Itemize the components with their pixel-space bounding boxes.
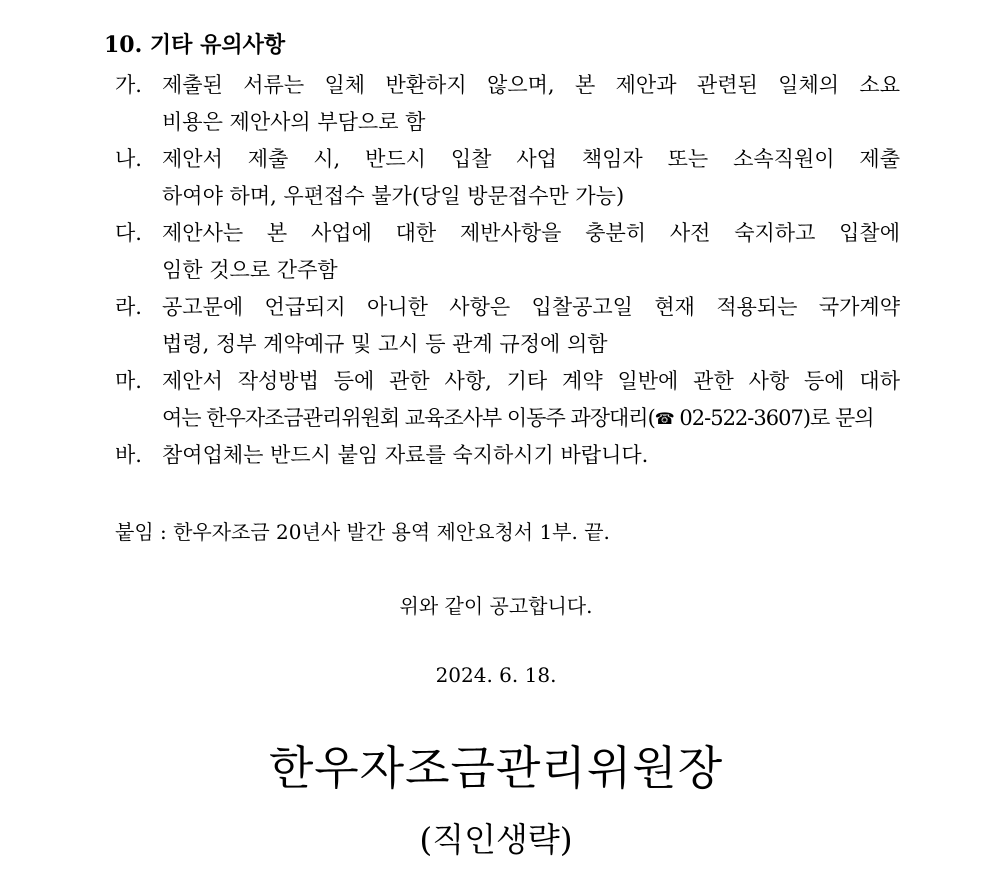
item-line-tail: )로 문의 — [802, 406, 874, 430]
telephone-icon: ☎ — [654, 409, 674, 428]
item-marker: 나. — [115, 147, 142, 171]
item-marker: 다. — [115, 221, 142, 245]
item-marker: 라. — [115, 295, 142, 319]
issuer-title: 한우자조금관리위원장 — [268, 741, 724, 795]
item-line: 법령, 정부 계약예규 및 고시 등 관계 규정에 의함 — [162, 332, 608, 356]
list-item-ma — [115, 363, 900, 437]
section-heading: 10. 기타 유의사항 — [104, 32, 286, 58]
seal-omitted-note: (직인생략) — [419, 820, 573, 859]
item-line: 참여업체는 반드시 붙임 자료를 숙지하시기 바랍니다. — [162, 443, 649, 467]
item-marker: 가. — [115, 73, 142, 97]
item-line: 제안서 제출 시, 반드시 입찰 사업 책임자 또는 소속직원이 제출 — [162, 147, 900, 171]
item-line: 제안서 작성방법 등에 관한 사항, 기타 계약 일반에 관한 사항 등에 대하 — [162, 369, 900, 393]
list-item-ra — [115, 289, 900, 363]
item-marker: 마. — [115, 369, 142, 393]
item-line: 비용은 제안사의 부담으로 함 — [162, 110, 426, 134]
item-line: 공고문에 언급되지 아니한 사항은 입찰공고일 현재 적용되는 국가계약 — [162, 295, 900, 319]
list-item-ga — [115, 67, 900, 141]
item-marker: 바. — [115, 443, 142, 467]
list-item-da — [115, 215, 900, 289]
announcement-date: 2024. 6. 18. — [435, 663, 557, 687]
item-line: 하여야 하며, 우편접수 불가(당일 방문접수만 가능) — [162, 184, 625, 208]
announcement-text: 위와 같이 공고합니다. — [399, 594, 593, 618]
item-line-text: 여는 한우자조금관리위원회 교육조사부 이동주 과장대리( — [162, 406, 655, 430]
attachment-note: 붙임 : 한우자조금 20년사 발간 용역 제안요청서 1부. 끝. — [115, 520, 610, 544]
item-line: 제출된 서류는 일체 반환하지 않으며, 본 제안과 관련된 일체의 소요 — [162, 73, 900, 97]
phone-number: 02-522-3607 — [679, 406, 803, 430]
item-line: 제안사는 본 사업에 대한 제반사항을 충분히 사전 숙지하고 입찰에 — [162, 221, 900, 245]
list-item-ba — [115, 437, 900, 474]
item-line-contact — [162, 400, 900, 437]
list-item-na — [115, 141, 900, 215]
item-line: 임한 것으로 간주함 — [162, 258, 338, 282]
